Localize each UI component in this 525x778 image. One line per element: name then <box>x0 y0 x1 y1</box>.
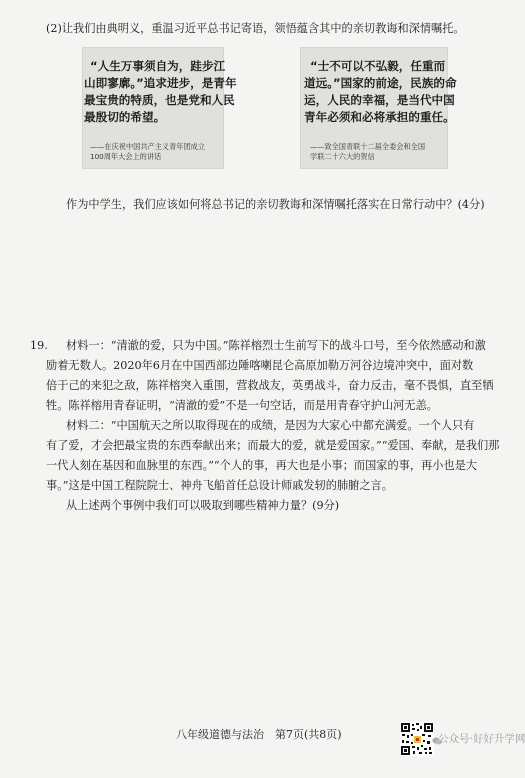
question-19-line: 励着无数人。2020年6月在中国西部边陲喀喇昆仑高原加勒万河谷边境冲突中，面对数 <box>46 359 474 372</box>
question-19-line: 牲。陈祥榕用青春证明，“清澈的爱”不是一句空话，而是用青春守护山河无恙。 <box>46 399 438 412</box>
question-intro: (2)让我们由典明义，重温习近平总书记寄语，领悟蕴含其中的亲切教诲和深情嘱托。 <box>46 22 465 35</box>
quote-line: 最宝贵的特质，也是党和人民 <box>84 93 235 107</box>
question-19-line: 材料二：“中国航天之所以取得现在的成绩，是因为大家心中都充满爱。一个人只有 <box>66 419 475 432</box>
quote-line: 道远。”国家的前途，民族的命 <box>304 76 457 90</box>
qr-code-icon <box>400 722 434 756</box>
question-number: 19. <box>30 339 48 352</box>
question-2-ask: 作为中学生，我们应该如何将总书记的亲切教诲和深情嘱托落实在日常行动中？(4分) <box>66 198 485 211</box>
quote-source: 学联二十六大的贺信 <box>310 152 375 161</box>
quote-line: “士不可以不弘毅，任重而 <box>310 59 446 73</box>
watermark: 公众号·好好升学网 <box>438 733 525 745</box>
quote-line: 运，人民的幸福，是当代中国 <box>304 93 455 107</box>
quote-card-2 <box>300 47 457 169</box>
question-19-line: 有了爱，才会把最宝贵的东西奉献出来；而最大的爱，就是爱国家。”“爱国、奉献，是我们那 <box>46 439 500 452</box>
question-19-line: 事。”这是中国工程院院士、神舟飞船首任总设计师戚发轫的肺腑之言。 <box>46 479 393 492</box>
quote-card-1 <box>82 47 237 169</box>
question-19-line: 倍于己的来犯之敌，陈祥榕突入重围，营救战友，英勇战斗，奋力反击，毫不畏惧，直至牺 <box>46 379 494 392</box>
quote-source: ——在庆祝中国共产主义青年团成立 <box>90 142 206 151</box>
question-19-line: 一代人刻在基因和血脉里的东西。”“个人的事，再大也是小事；而国家的事，再小也是大 <box>46 459 477 472</box>
page-footer: 八年级道德与法治 第7页(共8页) <box>176 728 342 741</box>
quote-source: 100周年大会上的讲话 <box>90 152 162 161</box>
question-19-line: 材料一：“清澈的爱，只为中国。”陈祥榕烈士生前写下的战斗口号，至今依然感动和激 <box>66 339 486 352</box>
quote-line: “人生万事须自为，跬步江 <box>90 59 226 73</box>
quote-line: 最殷切的希望。 <box>84 110 166 124</box>
quote-line: 青年必须和必将承担的重任。 <box>304 110 455 124</box>
question-19-ask: 从上述两个事例中我们可以吸取到哪些精神力量？(9分) <box>66 499 340 512</box>
quote-source: ——致全国青联十二届全委会和全国 <box>310 142 426 151</box>
quote-line: 山即寥廓。”追求进步，是青年 <box>84 76 237 90</box>
